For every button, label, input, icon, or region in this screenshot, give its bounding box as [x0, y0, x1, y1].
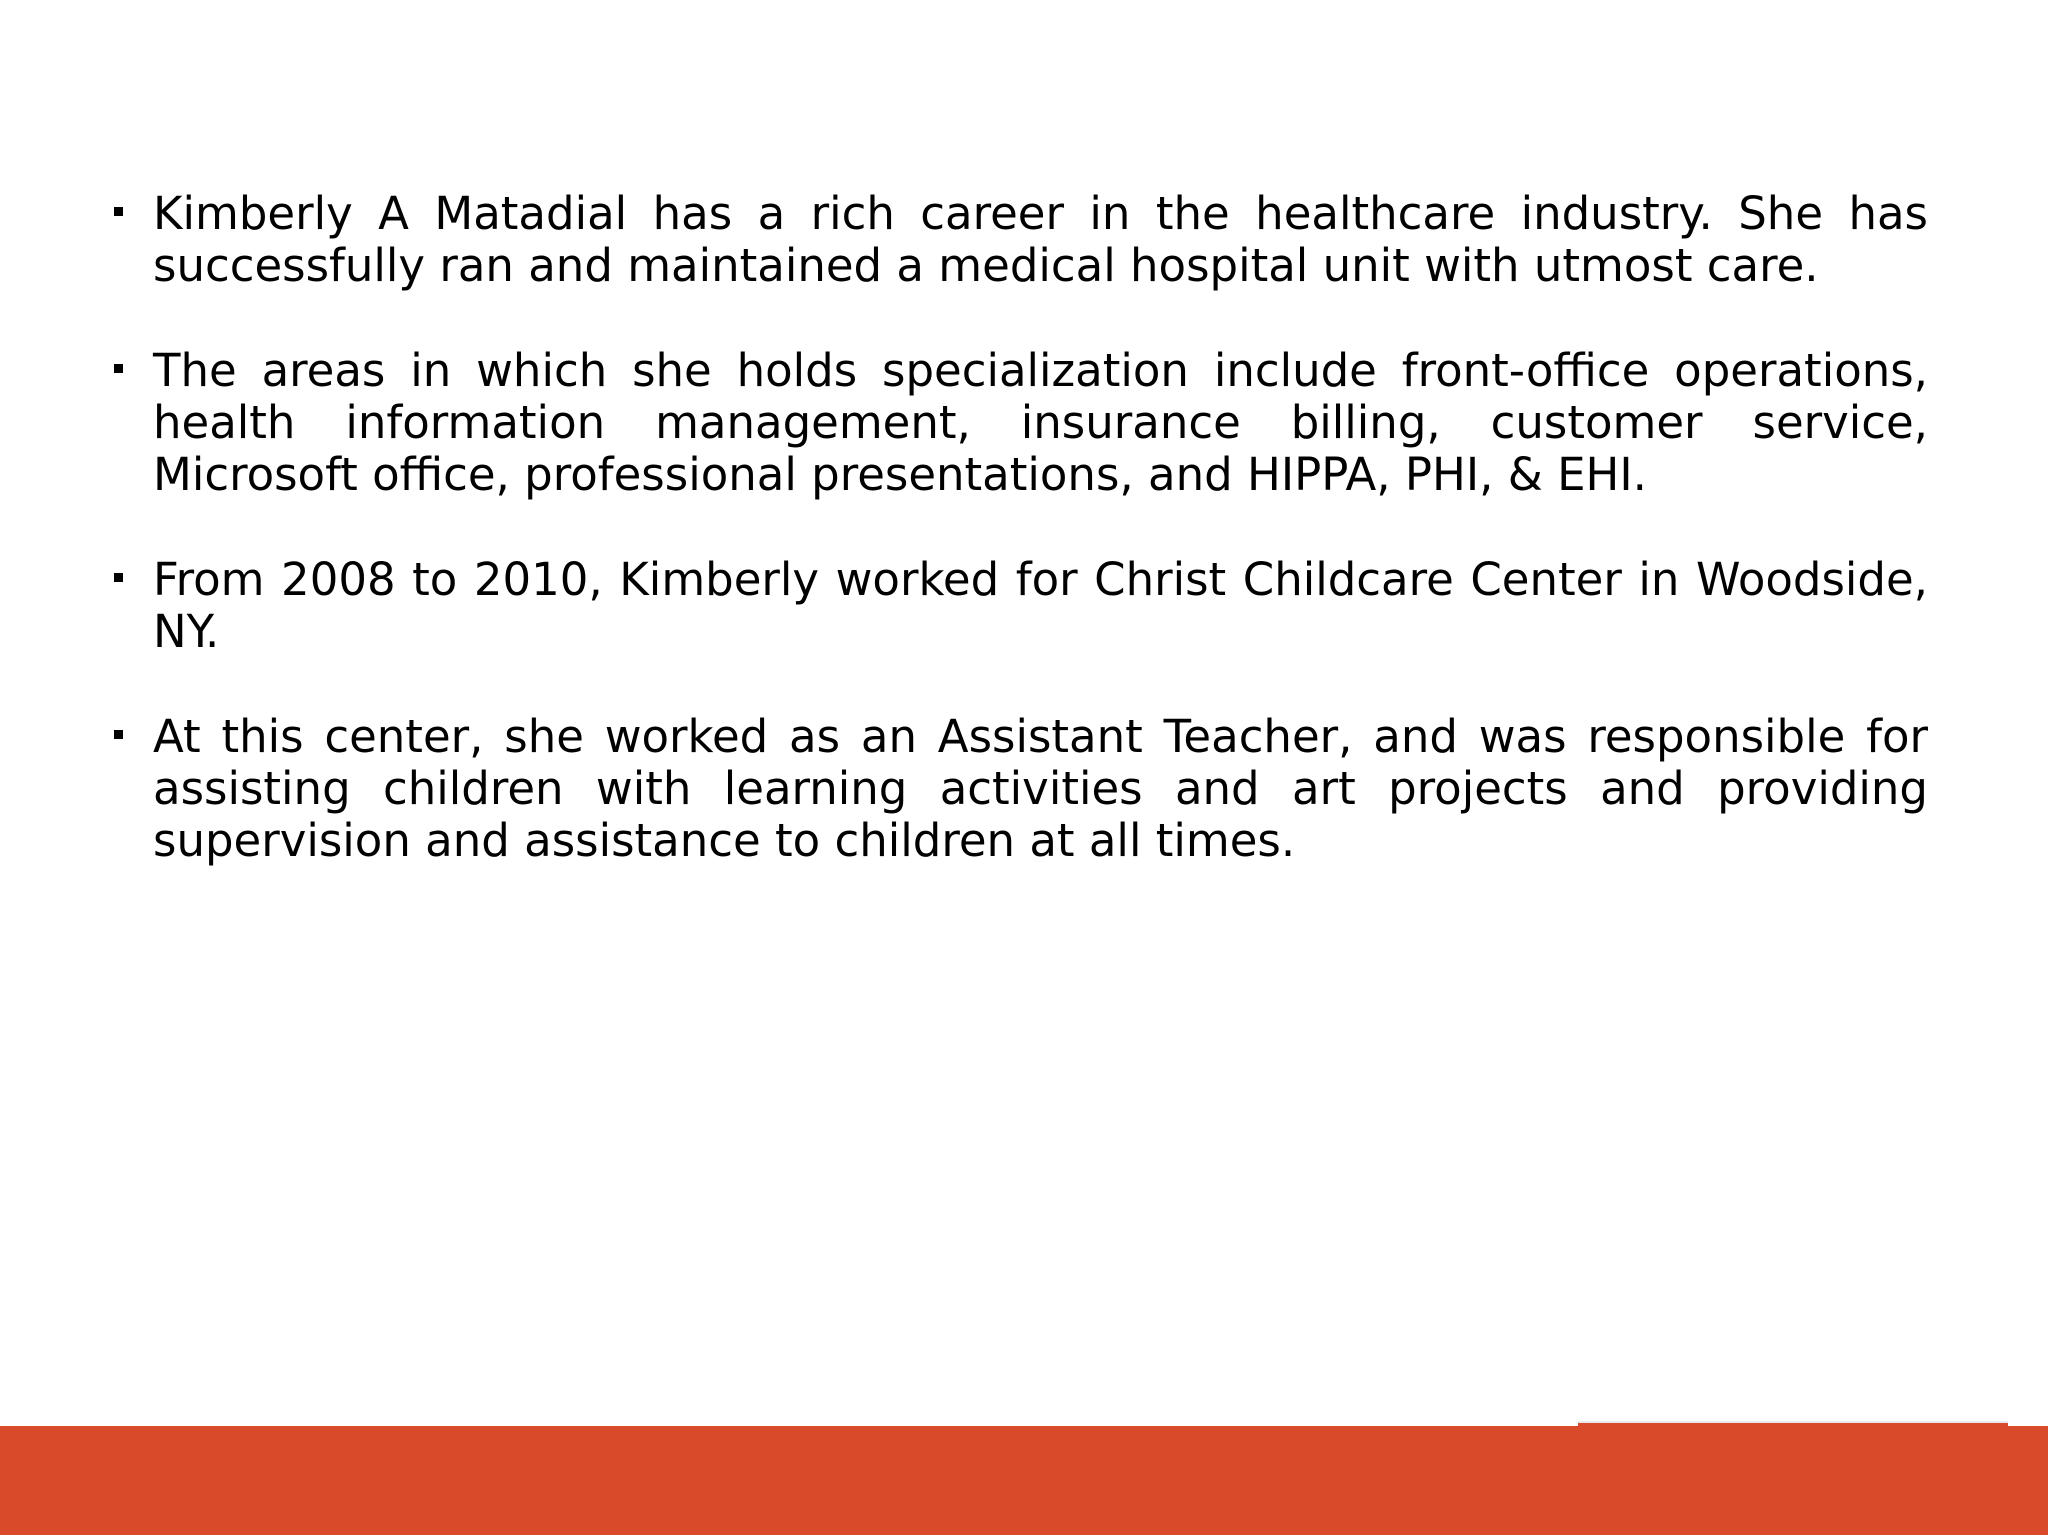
bullet-item [110, 554, 1928, 658]
bullet-item [110, 345, 1928, 501]
square-bullet-icon [114, 573, 123, 582]
square-bullet-icon [114, 364, 123, 373]
bullet-item [110, 188, 1928, 292]
footer-bar [0, 1426, 2048, 1535]
square-bullet-icon [114, 207, 123, 216]
bullet-text: From 2008 to 2010, Kimberly worked for Christ Childcare Center in Woodside, NY. [153, 553, 1928, 658]
bullet-text: The areas in which she holds specialization include front-office operations, health information management, insurance billing, customer service, Microsoft office, professional presentations, and HIPPA, PHI, & EHI. [153, 344, 1928, 501]
bullet-list [110, 188, 1928, 920]
bullet-item [110, 711, 1928, 867]
bullet-text: Kimberly A Matadial has a rich career in the healthcare industry. She has successfully ran and maintained a medical hospital unit with utmost care. [153, 187, 1928, 292]
bullet-text: At this center, she worked as an Assistant Teacher, and was responsible for assisting children with learning activities and art projects and providing supervision and assistance to children at all times. [153, 710, 1928, 867]
square-bullet-icon [114, 730, 123, 739]
